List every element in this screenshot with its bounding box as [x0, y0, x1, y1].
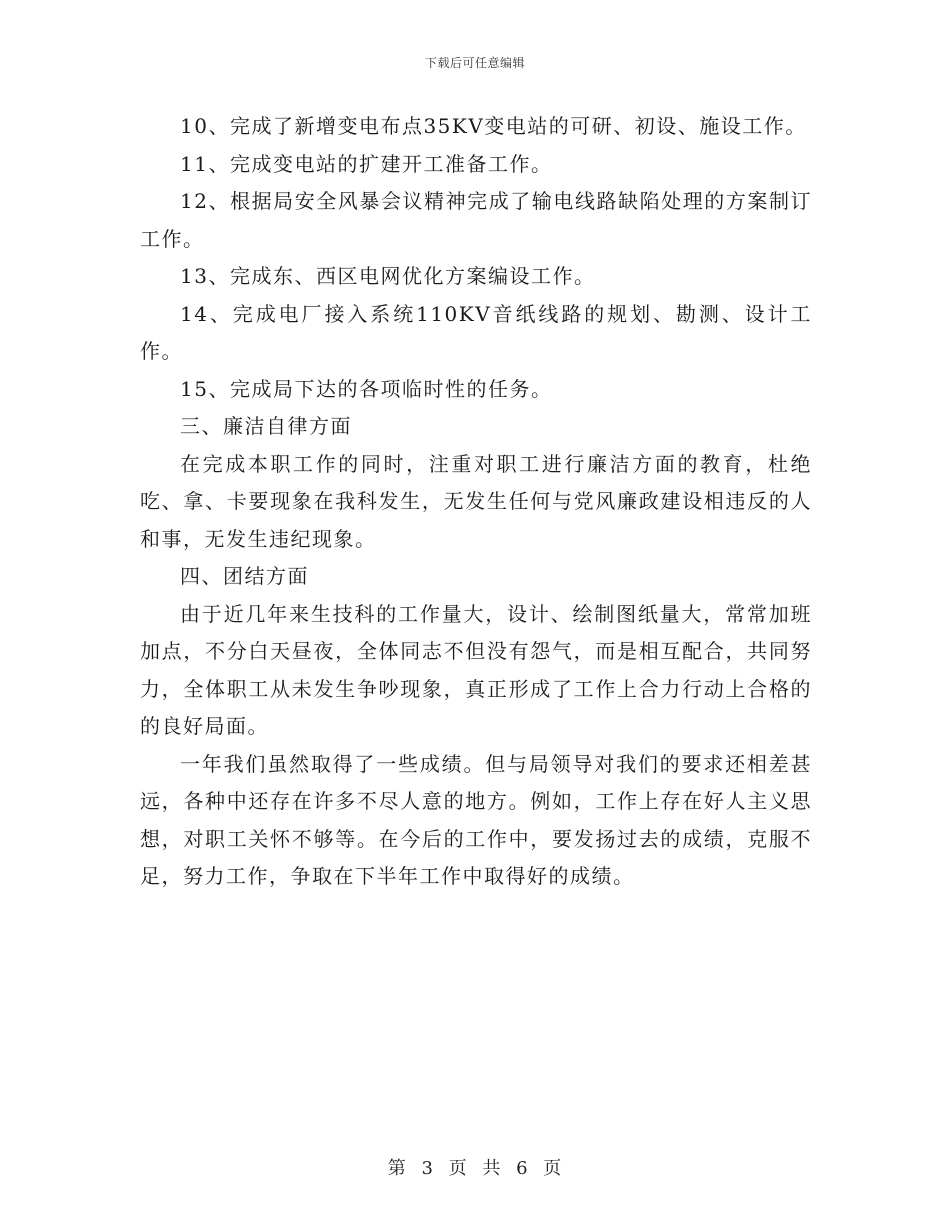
- section-heading-unity: 四、团结方面: [180, 564, 309, 588]
- list-item-10: 10、完成了新增变电布点35KV变电站的可研、初设、施设工作。: [180, 114, 807, 138]
- paragraph-integrity: 在完成本职工作的同时，注重对职工进行廉洁方面的教育，杜绝吃、拿、卡要现象在我科发生，无发生任何与党风廉政建设相违反的人和事，无发生违纪现象。: [140, 451, 812, 551]
- list-item-14: 14、完成电厂接入系统110KV音纸线路的规划、勘测、设计工作。: [140, 301, 812, 363]
- document-body: [140, 108, 812, 896]
- list-item-13: 13、完成东、西区电网优化方案编设工作。: [180, 264, 596, 288]
- section-heading-integrity: 三、廉洁自律方面: [180, 414, 352, 438]
- paragraph-conclusion: 一年我们虽然取得了一些成绩。但与局领导对我们的要求还相差甚远，各种中还存在许多不尽人意的地方。例如，工作上存在好人主义思想，对职工关怀不够等。在今后的工作中，要发扬过去的成绩，克服不足，努力工作，争取在下半年工作中取得好的成绩。: [140, 751, 812, 888]
- paragraph-unity: 由于近几年来生技科的工作量大，设计、绘制图纸量大，常常加班加点，不分白天昼夜，全体同志不但没有怨气，而是相互配合，共同努力，全体职工从未发生争吵现象，真正形成了工作上合力行动上合格的的良好局面。: [140, 601, 812, 738]
- page-number: 第 3 页 共 6 页: [387, 1158, 563, 1179]
- list-item-12: 12、根据局安全风暴会议精神完成了输电线路缺陷处理的方案制订工作。: [140, 189, 812, 251]
- list-item-11: 11、完成变电站的扩建开工准备工作。: [180, 151, 553, 176]
- list-item-15: 15、完成局下达的各项临时性的任务。: [180, 376, 553, 401]
- page-header: 下载后可任意编辑: [424, 56, 525, 70]
